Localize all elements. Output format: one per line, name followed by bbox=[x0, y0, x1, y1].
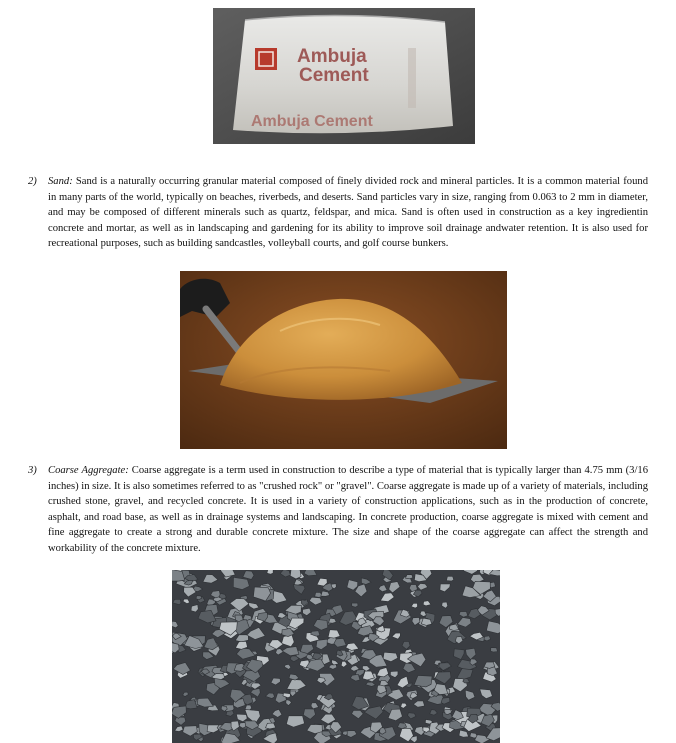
bag-brand-line1: Ambuja bbox=[297, 46, 367, 67]
item-term: Coarse Aggregate: bbox=[48, 465, 129, 476]
list-item-sand bbox=[28, 174, 648, 252]
cement-bag-photo bbox=[213, 8, 475, 144]
gravel-photo bbox=[172, 570, 500, 743]
item-term: Sand: bbox=[48, 176, 73, 187]
item-text: Coarse aggregate is a term used in construction to describe a type of material that is typically larger than 4.75 mm (3/16 inches) in size. It is also sometimes referred to as "crushed rock" or "gravel". Coarse aggregate is made up of a variety of materials, including crushed stone, gravel, and recycled concrete. It is used in a variety of construction applications, such as in the production of concrete, asphalt, and road base, as well as in drainage systems and landscaping. In concrete production, coarse aggregate is mixed with cement and fine aggregate to create a strong and durable concrete mixture. The size and shape of the coarse aggregate can affect the strength and workability of the concrete mixture. bbox=[48, 465, 649, 554]
item-number: 3) bbox=[28, 465, 37, 476]
item-body bbox=[48, 174, 648, 252]
item-text: Sand is a naturally occurring granular material composed of finely divided rock and mineral particles. It is a common material found in many parts of the world, typically on beaches, riverbeds, and deserts. Sand particles vary in size, ranging from 0.063 to 2 mm in diameter, and may be composed of different minerals such as quartz, feldspar, and mica. Sand is often used in construction as a key ingredientin concrete and mortar, as well as in landscaping and gardening for its ability to improve soil drainage andwater retention. It is also used for recreational purposes, such as building sandcastles, volleyball courts, and golf course bunkers. bbox=[48, 176, 648, 249]
bag-brand-line2: Cement bbox=[299, 65, 369, 86]
item-number: 2) bbox=[28, 176, 37, 187]
sand-shovel-photo bbox=[180, 271, 507, 449]
item-body bbox=[48, 463, 648, 556]
bag-bottom-print: Ambuja Cement bbox=[251, 113, 373, 130]
list-item-coarse-aggregate bbox=[28, 463, 648, 556]
